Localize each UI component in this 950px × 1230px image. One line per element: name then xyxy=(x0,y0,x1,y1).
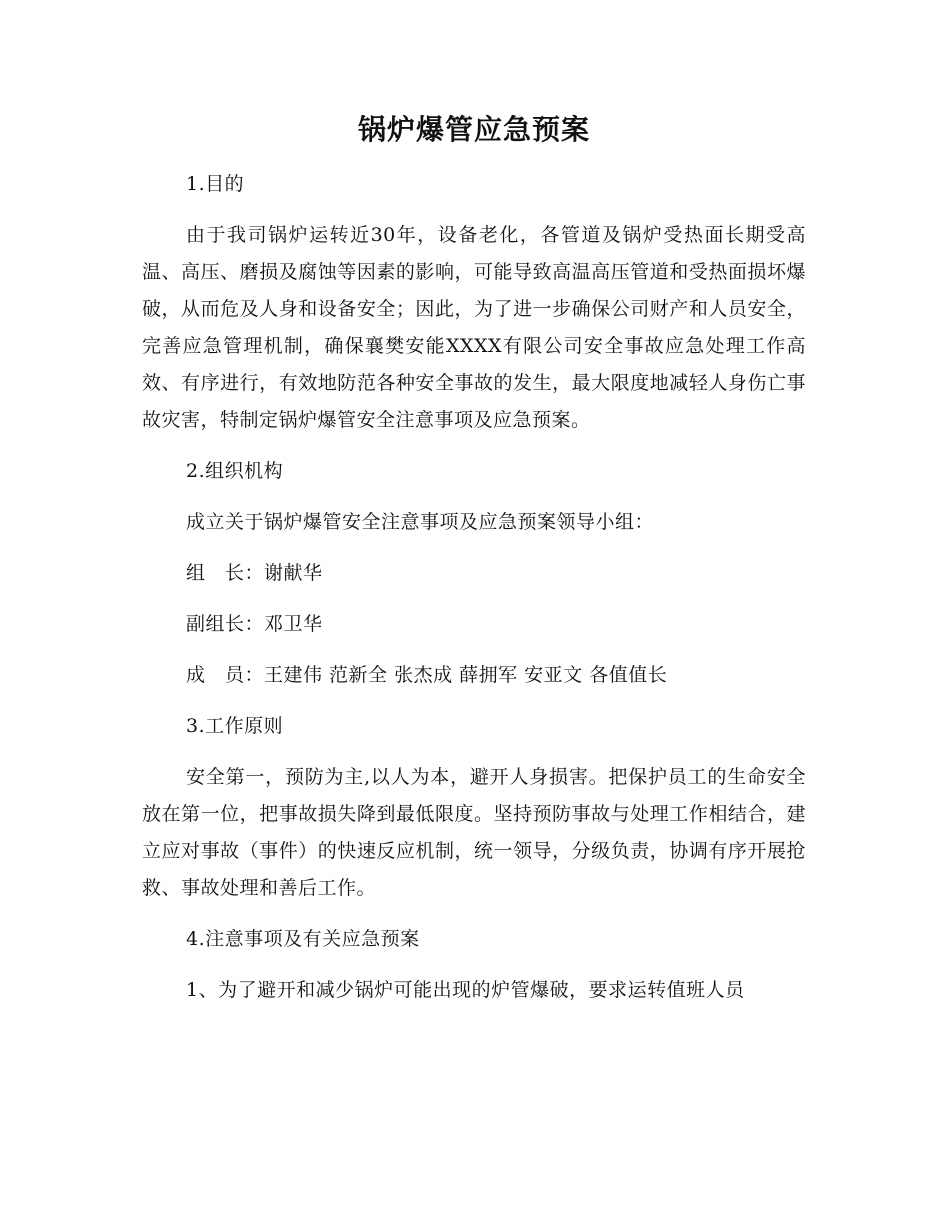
paragraph-organization-intro: 成立关于锅炉爆管安全注意事项及应急预案领导小组： xyxy=(186,511,655,533)
paragraph-purpose: 由于我司锅炉运转近30年，设备老化，各管道及锅炉受热面长期受高温、高压、磨损及腐蚀等因素的影响，可能导致高温高压管道和受热面损坏爆破，从而危及人身和设备安全；因此，为了进一步确保公司财产和人员安全，完善应急管理机制，确保襄樊安能XXXX有限公司安全事故应急处理工作高效、有序进行，有效地防范各种安全事故的发生，最大限度地减轻人身伤亡事故灾害，特制定锅炉爆管安全注意事项及应急预案。 xyxy=(142,224,806,431)
organization-deputy-leader: 副组长：邓卫华 xyxy=(186,613,323,635)
paragraph-precautions-item-1: 1、为了避开和减少锅炉可能出现的炉管爆破，要求运转值班人员 xyxy=(186,979,745,1001)
organization-members: 成 员：王建伟 范新全 张杰成 薛拥军 安亚文 各值值长 xyxy=(186,664,668,686)
section-heading-purpose: 1.目的 xyxy=(186,173,245,195)
section-heading-precautions: 4.注意事项及有关应急预案 xyxy=(186,928,420,950)
section-heading-organization: 2.组织机构 xyxy=(186,460,284,482)
section-heading-principles: 3.工作原则 xyxy=(186,715,284,737)
document-title: 锅炉爆管应急预案 xyxy=(357,113,590,146)
organization-leader: 组 长：谢献华 xyxy=(186,562,323,584)
paragraph-principles: 安全第一，预防为主,以人为本，避开人身损害。把保护员工的生命安全放在第一位，把事故损失降到最低限度。坚持预防事故与处理工作相结合，建立应对事故（事件）的快速反应机制，统一领导，分级负责，协调有序开展抢救、事故处理和善后工作。 xyxy=(142,766,806,899)
